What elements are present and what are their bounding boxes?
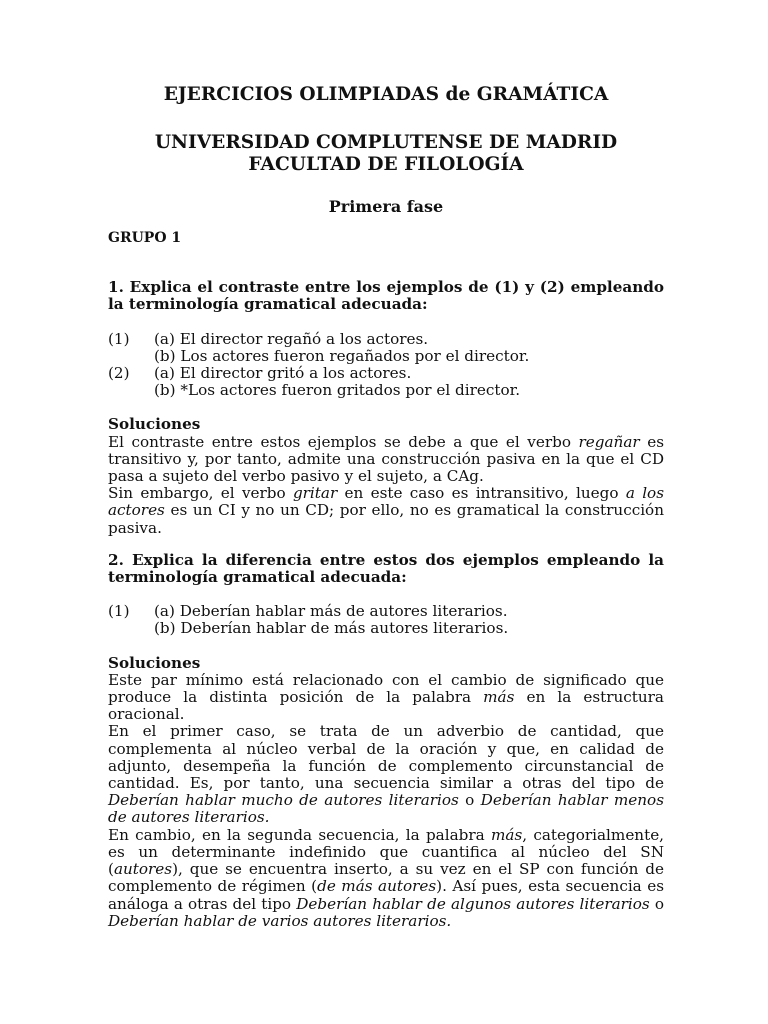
question-1-examples [108, 331, 664, 400]
example-text: (b) Los actores fueron regañados por el director. [154, 346, 530, 365]
text-run: en este caso es intransitivo, luego [337, 484, 626, 503]
example-row [108, 603, 664, 620]
italic-term: regañar [578, 432, 640, 451]
italic-term: más [490, 825, 523, 844]
example-text: (a) Deberían hablar más de autores literarios. [154, 602, 508, 621]
italic-term: Deberían hablar mucho de autores literarios [108, 791, 459, 810]
italic-term: a los actores [108, 484, 664, 520]
text-run: En cambio, en la segunda secuencia, la palabra [108, 825, 491, 844]
text-run: en la estructura oracional. [108, 688, 664, 724]
question-2-examples [108, 603, 664, 637]
solution-2-paragraph-2 [108, 723, 664, 826]
example-row [108, 382, 664, 399]
italic-term: Deberían hablar de varios autores literarios. [108, 911, 452, 930]
solutions-heading-1: Soluciones [108, 415, 201, 434]
phase-heading: Primera fase [328, 197, 444, 216]
example-text: (b) *Los actores fueron gritados por el director. [154, 381, 521, 400]
example-text: (a) El director regañó a los actores. [154, 329, 429, 348]
faculty-name: FACULTAD DE FILOLOGÍA [248, 154, 524, 175]
example-number: (1) [108, 329, 130, 348]
question-2: 2. Explica la diferencia entre estos dos ejemplos empleando la terminología gramatical adecuada: [108, 550, 664, 587]
question-1: 1. Explica el contraste entre los ejemplos de (1) y (2) empleando la terminología gramatical adecuada: [108, 278, 664, 314]
text-run: o [458, 791, 481, 810]
document-page [108, 84, 664, 930]
example-row [108, 348, 664, 365]
italic-term: Deberían hablar de algunos autores literarios [296, 894, 650, 913]
example-number [108, 348, 154, 365]
text-run: o [649, 894, 664, 913]
italic-term: gritar [292, 484, 338, 503]
university-name: UNIVERSIDAD COMPLUTENSE DE MADRID [154, 132, 618, 153]
text-run: Este par mínimo está relacionado con el cambio de significado que produce la distinta posición de la palabra [108, 670, 664, 707]
italic-term: autores [113, 860, 173, 879]
text-run: es un CI y no un CD; por ello, no es gramatical la construcción pasiva. [108, 501, 664, 537]
text-run: Sin embargo, el verbo [108, 484, 293, 503]
university-header [108, 132, 664, 176]
italic-term: más [483, 688, 515, 707]
example-number [108, 382, 154, 399]
solutions-heading-2: Soluciones [108, 653, 201, 672]
example-number [108, 620, 154, 637]
example-row [108, 365, 664, 382]
example-row [108, 331, 664, 348]
text-run: ). Así pues, esta secuencia es análoga a otras del tipo [108, 877, 664, 913]
text-run: , categorialmente, es un determinante indefinido que cuantifica al núcleo del SN ( [108, 825, 665, 879]
example-text: (a) El director gritó a los actores. [154, 364, 412, 383]
text-run: El contraste entre estos ejemplos se debe a que el verbo [108, 432, 579, 451]
text-run: ), que se encuentra inserto, a su vez en el SP con función de complemento de régimen ( [108, 860, 664, 896]
example-number: (1) [108, 602, 130, 621]
document-title: EJERCICIOS OLIMPIADAS de GRAMÁTICA [163, 84, 609, 105]
text-run: En el primer caso, se trata de un adverbio de cantidad, que complementa al núcleo verbal de la oración y que, en calidad de adjunto, desempeña la función de complemento circunstancial de cantidad. Es, por tanto, una secuencia similar a otras del tipo de [108, 722, 664, 793]
italic-term: Deberían hablar menos de autores literarios. [108, 791, 664, 827]
example-row [108, 620, 664, 637]
text-run: es transitivo y, por tanto, admite una construcción pasiva en la que el CD pasa a sujeto del verbo pasivo y el sujeto, a CAg. [108, 432, 664, 486]
solution-1-paragraph-2 [108, 485, 664, 537]
italic-term: de más autores [317, 877, 437, 896]
solution-2-paragraph-1 [108, 672, 664, 724]
example-text: (b) Deberían hablar de más autores literarios. [154, 619, 509, 638]
solution-1-paragraph-1 [108, 434, 664, 486]
group-heading: GRUPO 1 [108, 230, 182, 246]
example-number: (2) [108, 364, 130, 383]
solution-2-paragraph-3 [108, 827, 664, 930]
